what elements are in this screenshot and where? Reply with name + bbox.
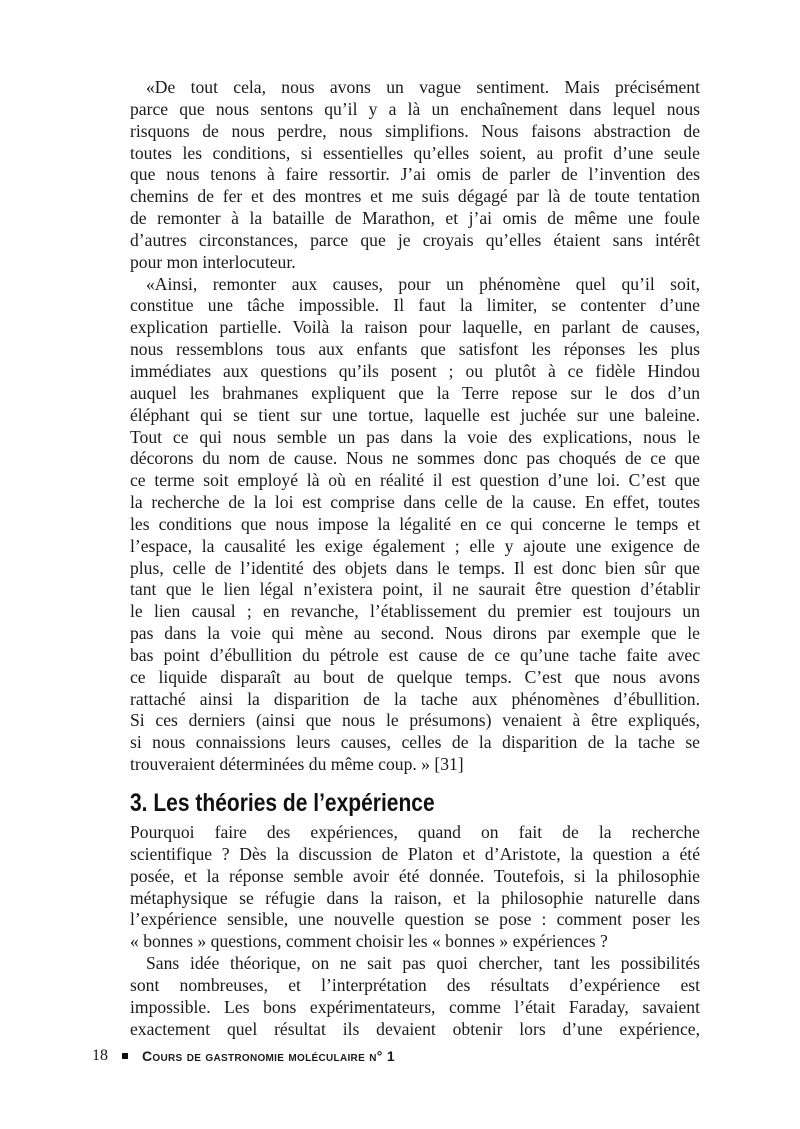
text-line: si nous connaissions leurs causes, celles de la disparition de la tache se [130, 732, 700, 753]
paragraph [130, 822, 700, 953]
text-line: plus, celle de l’identité des objets dans le temps. Il est donc bien sûr que [130, 557, 700, 578]
text-line: Pourquoi faire des expériences, quand on fait de la recherche [130, 822, 700, 842]
text-line: pas dans la voie qui mène au second. Nous dirons par exemple que le [130, 623, 700, 644]
text-line: auquel les brahmanes expliquent que la Terre repose sur le dos d’un [130, 382, 700, 403]
text-line: l’espace, la causalité les exige également ; elle y ajoute une exigence de [130, 535, 700, 556]
text-line: toutes les conditions, si essentielles qu’elles soient, au profit d’une seule [130, 142, 700, 163]
text-line: nous ressemblons tous aux enfants que satisfont les réponses les plus [130, 339, 700, 360]
paragraph [130, 953, 700, 1040]
paragraph [130, 274, 700, 776]
text-line: les conditions que nous impose la légalité en ce qui concerne le temps et [130, 513, 700, 534]
text-line: d’autres circonstances, parce que je croyais qu’elles étaient sans intérêt [130, 229, 700, 250]
text-line: explication partielle. Voilà la raison pour laquelle, en parlant de causes, [130, 317, 700, 338]
text-line: Si ces derniers (ainsi que nous le présumons) venaient à être expliqués, [130, 710, 700, 731]
text-line: ce liquide disparaît au bout de quelque temps. C’est que nous avons [130, 666, 700, 687]
text-line: trouveraient déterminées du même coup. » [31] [130, 754, 464, 775]
text-line: sont nombreuses, et l’interprétation des résultats d’expérience est [130, 974, 700, 995]
text-line: le lien causal ; en revanche, l’établissement du premier est toujours un [130, 601, 700, 622]
text-line: posée, et la réponse semble avoir été donnée. Toutefois, si la philosophie [130, 865, 700, 886]
text-line: « bonnes » questions, comment choisir les « bonnes » expériences ? [130, 931, 608, 952]
page-footer [92, 1047, 395, 1065]
text-line: impossible. Les bons expérimentateurs, comme l’était Faraday, savaient [130, 996, 700, 1017]
text-line: «De tout cela, nous avons un vague sentiment. Mais précisément [146, 77, 700, 97]
text-line: l’expérience sensible, une nouvelle question se pose : comment poser les [130, 909, 700, 930]
text-line: parce que nous sentons qu’il y a là un enchaînement dans lequel nous [130, 98, 700, 119]
text-line: éléphant qui se tient sur une tortue, laquelle est juchée sur une baleine. [130, 404, 700, 425]
text-line: la recherche de la loi est comprise dans celle de la cause. En effet, toutes [130, 492, 700, 513]
body-text-after-heading [130, 822, 700, 1040]
text-line: Sans idée théorique, on ne sait pas quoi chercher, tant les possibilités [146, 953, 700, 974]
text-line: ce terme soit employé là où en réalité il est question d’une loi. C’est que [130, 470, 700, 491]
text-line: exactement quel résultat ils devaient obtenir lors d’une expérience, [130, 1018, 700, 1039]
section-heading: 3. Les théories de l’expérience [130, 789, 435, 817]
text-line: pour mon interlocuteur. [130, 251, 296, 272]
text-line: chemins de fer et des montres et me suis dégagé par là de toute tentation [130, 186, 700, 207]
text-line: Tout ce qui nous semble un pas dans la voie des explications, nous le [130, 426, 700, 447]
text-line: tant que le lien légal n’existera point, il ne saurait être question d’établir [130, 579, 700, 600]
text-line: «Ainsi, remonter aux causes, pour un phénomène quel qu’il soit, [146, 273, 700, 294]
text-line: risquons de nous perdre, nous simplifions. Nous faisons abstraction de [130, 120, 700, 141]
square-bullet-icon [122, 1053, 128, 1059]
text-line: de remonter à la bataille de Marathon, et j’ai omis de même une foule [130, 208, 700, 229]
text-line: constitue une tâche impossible. Il faut la limiter, se contenter d’une [130, 295, 700, 316]
text-line: décorons du nom de cause. Nous ne sommes donc pas choqués de ce que [130, 448, 700, 469]
body-text-before-heading [130, 77, 700, 776]
text-line: que nous tenons à faire ressortir. J’ai omis de parler de l’invention des [130, 164, 700, 185]
page-number: 18 [92, 1047, 108, 1064]
text-line: rattaché ainsi la disparition de la tache aux phénomènes d’ébullition. [130, 688, 700, 709]
running-title: Cours de gastronomie moléculaire n° 1 [142, 1048, 395, 1064]
text-line: immédiates aux questions qu’ils posent ; ou plutôt à ce fidèle Hindou [130, 360, 700, 381]
text-line: scientifique ? Dès la discussion de Platon et d’Aristote, la question a été [130, 843, 700, 864]
text-line: bas point d’ébullition du pétrole est cause de ce qu’une tache faite avec [130, 644, 700, 665]
paragraph [130, 77, 700, 274]
text-line: métaphysique se réfugie dans la raison, et la philosophie naturelle dans [130, 887, 700, 908]
